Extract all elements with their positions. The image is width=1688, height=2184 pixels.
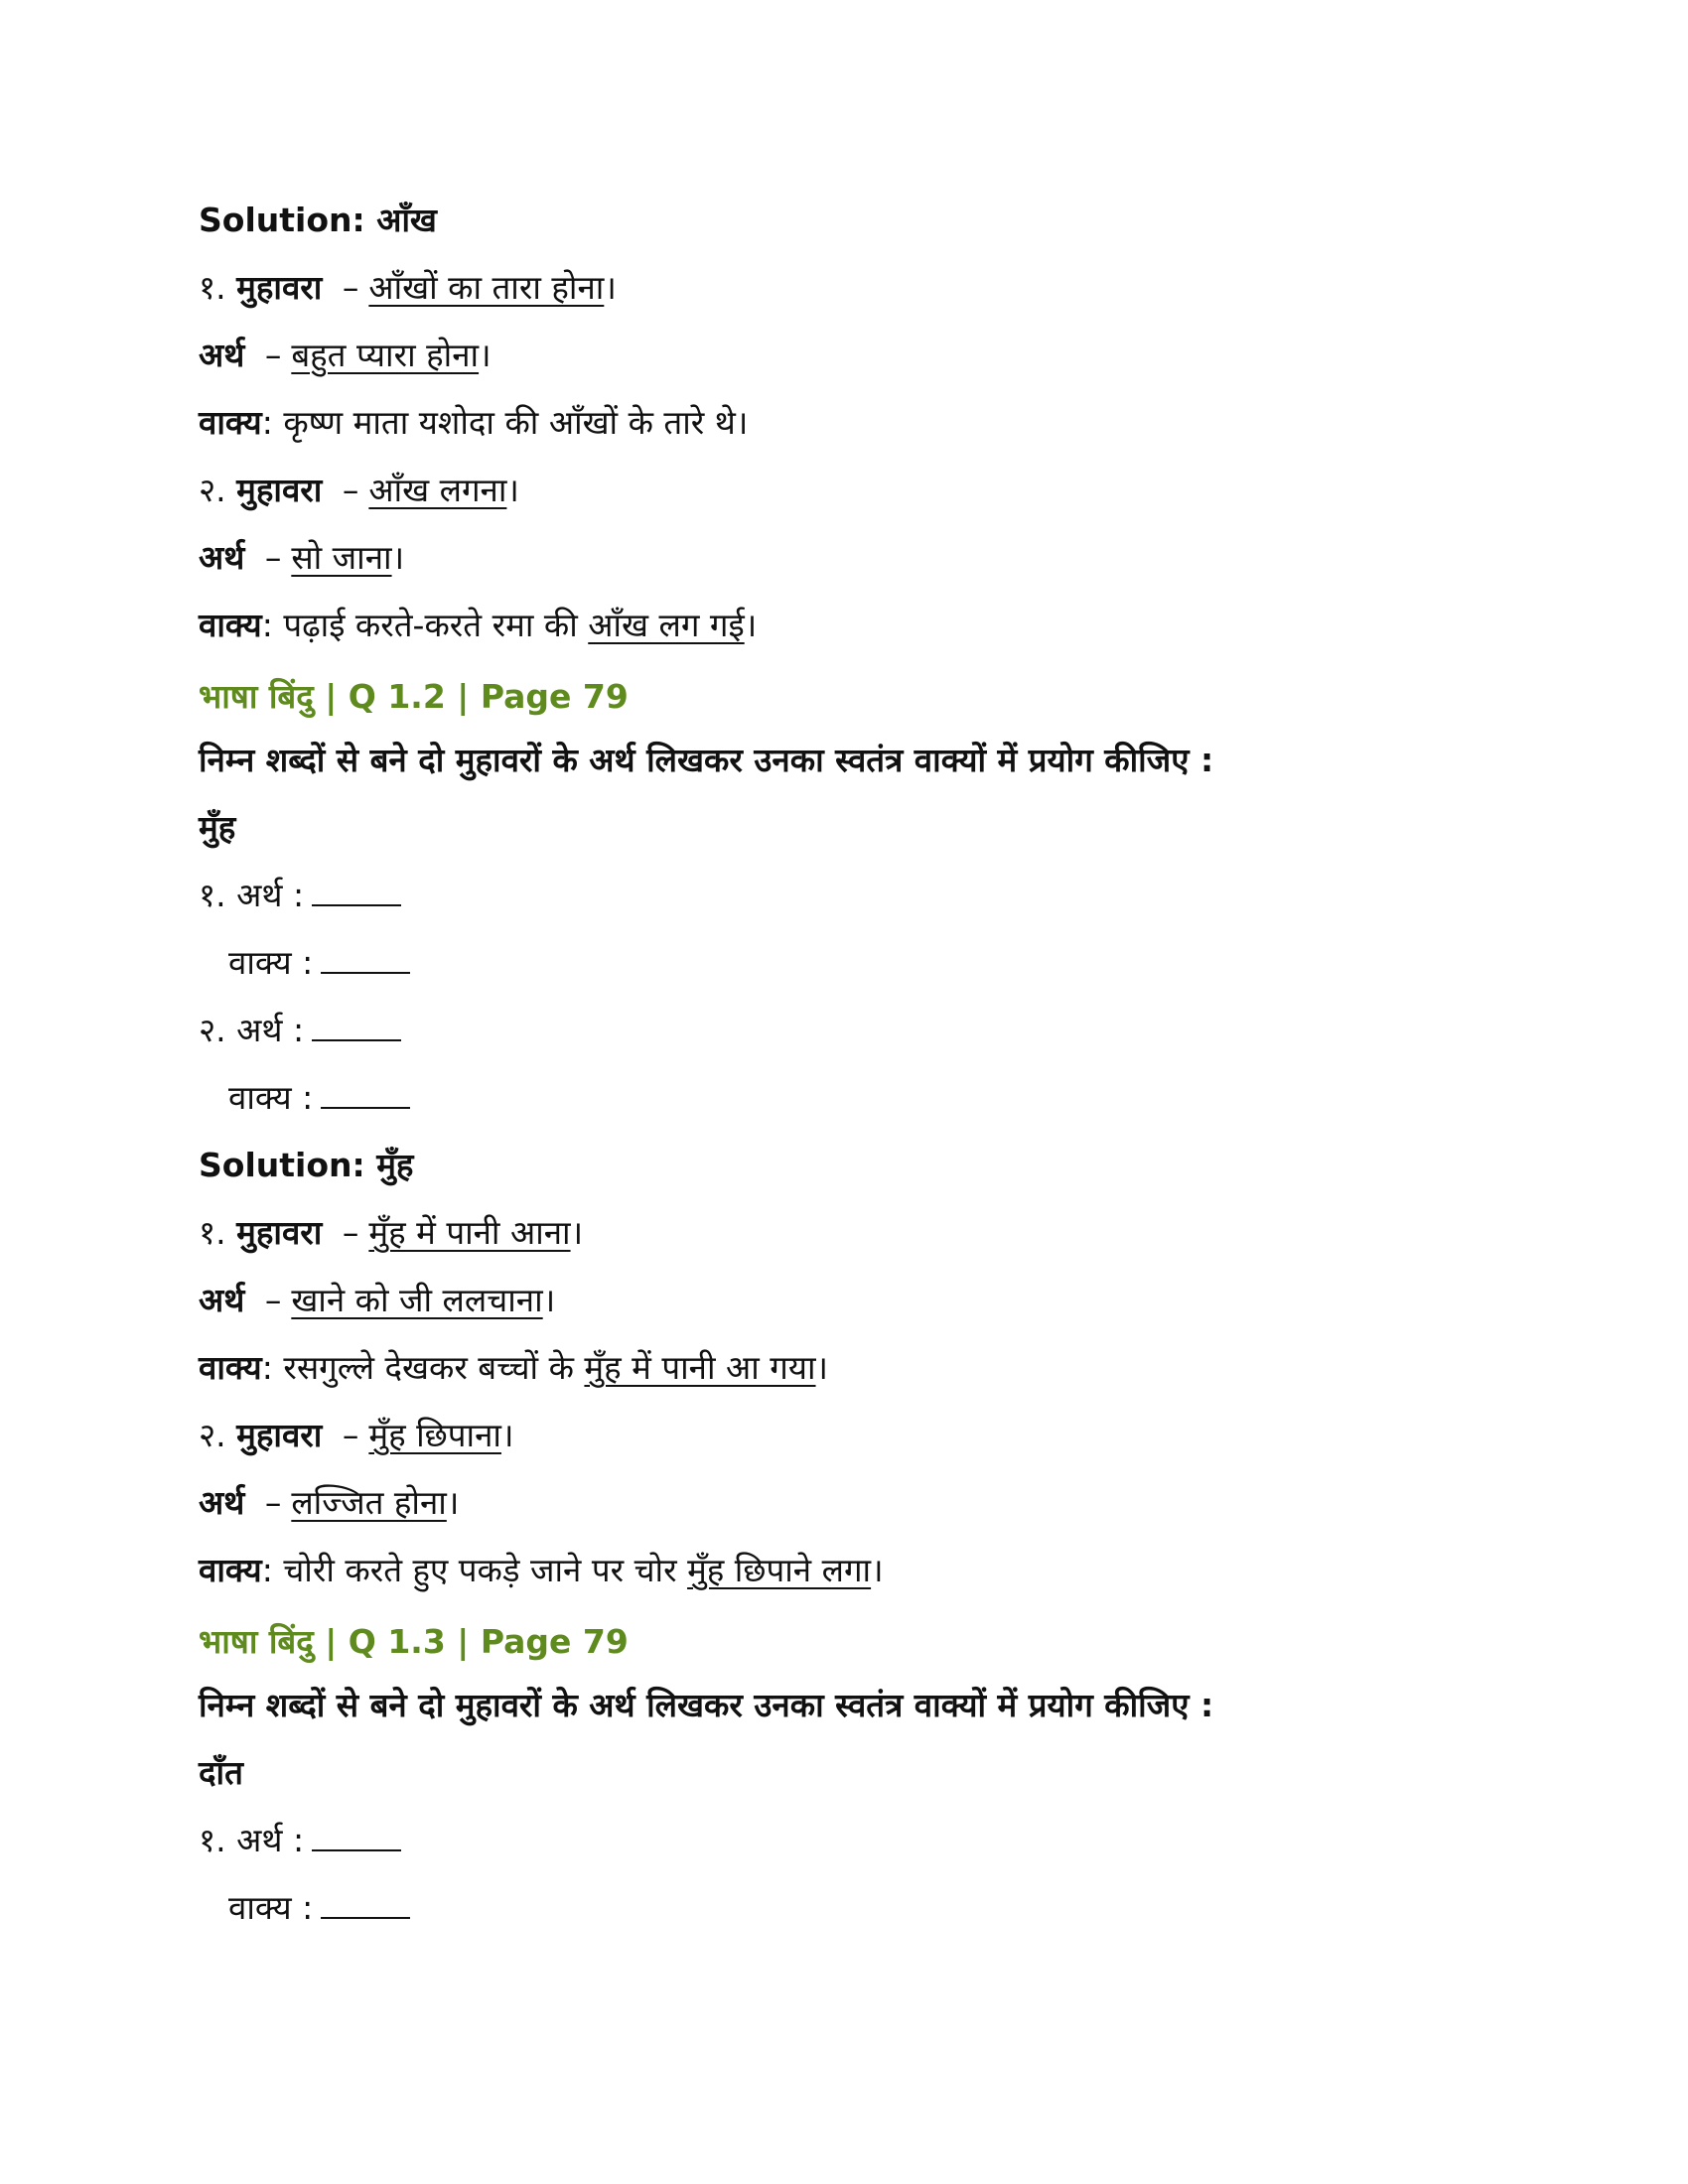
danda: ।	[604, 268, 617, 307]
vakya-label: वाक्य	[199, 403, 262, 442]
prompt-artha	[199, 870, 1489, 937]
answer-blank	[321, 1077, 410, 1109]
artha-text: सो जाना	[291, 538, 392, 577]
artha-label: अर्थ :	[236, 876, 305, 914]
dash: –	[342, 471, 359, 509]
artha-line	[199, 330, 1489, 397]
prompt-vakya	[199, 937, 1489, 1005]
item-number: २.	[199, 1011, 226, 1049]
prompt-artha	[199, 1005, 1489, 1072]
artha-text: बहुत प्यारा होना	[291, 336, 480, 374]
prompt-artha	[199, 1815, 1489, 1882]
document-page	[199, 195, 1489, 1950]
solution-title	[199, 1140, 1489, 1207]
question-text: निम्न शब्दों से बने दो मुहावरों के अर्थ लिखकर उनका स्वतंत्र वाक्यों में प्रयोग कीजिए :	[199, 1686, 1214, 1724]
artha-text: खाने को जी ललचाना	[291, 1281, 543, 1319]
muhavara-label: मुहावरा	[236, 1416, 323, 1454]
item-number: १.	[199, 876, 226, 914]
muhavara-line	[199, 1410, 1489, 1477]
dash: –	[264, 336, 282, 374]
vakya-underlined: आँख लग गई	[588, 606, 745, 644]
muhavara-text: आँखों का तारा होना	[368, 268, 605, 307]
item-number: २.	[199, 471, 226, 509]
muhavara-text: मुँह छिपाना	[368, 1416, 501, 1454]
artha-label: अर्थ	[199, 1483, 245, 1522]
item-number: १.	[199, 1213, 226, 1252]
vakya-text: रसगुल्ले देखकर बच्चों के	[283, 1348, 585, 1387]
vakya-text: पढ़ाई करते-करते रमा की	[283, 606, 589, 644]
question-word: मुँह	[199, 808, 236, 847]
vakya-label: वाक्य :	[228, 943, 314, 982]
solution-label: Solution:	[199, 201, 365, 239]
artha-text: लज्जित होना	[291, 1483, 447, 1522]
muhavara-line	[199, 1207, 1489, 1275]
solution-word: मुँह	[376, 1146, 414, 1184]
item-number: १.	[199, 268, 226, 307]
section-heading: भाषा बिंदु | Q 1.2 | Page 79	[199, 677, 629, 716]
answer-blank	[321, 1887, 410, 1919]
dash: –	[342, 1213, 359, 1252]
danda: ।	[479, 336, 492, 374]
prompt-vakya	[199, 1072, 1489, 1140]
muhavara-line	[199, 465, 1489, 532]
item-number: २.	[199, 1416, 226, 1454]
section-heading: भाषा बिंदु | Q 1.3 | Page 79	[199, 1622, 629, 1661]
vakya-line	[199, 600, 1489, 667]
answer-blank	[312, 1820, 401, 1851]
vakya-label: वाक्य	[199, 1551, 262, 1589]
vakya-label: वाक्य	[199, 1348, 262, 1387]
artha-label: अर्थ :	[236, 1821, 305, 1859]
artha-label: अर्थ :	[236, 1011, 305, 1049]
vakya-text: चोरी करते हुए पकड़े जाने पर चोर	[283, 1551, 688, 1589]
danda: ।	[570, 1213, 584, 1252]
muhavara-text: आँख लगना	[368, 471, 507, 509]
colon: :	[261, 1551, 273, 1589]
danda: ।	[871, 1551, 884, 1589]
colon: :	[261, 403, 273, 442]
vakya-line	[199, 397, 1489, 465]
solution-label: Solution:	[199, 1146, 365, 1184]
colon: :	[261, 606, 273, 644]
artha-label: अर्थ	[199, 336, 245, 374]
item-number: १.	[199, 1821, 226, 1859]
answer-blank	[321, 942, 410, 974]
artha-line	[199, 532, 1489, 600]
vakya-underlined: मुँह में पानी आ गया	[584, 1348, 816, 1387]
dash: –	[342, 1416, 359, 1454]
artha-line	[199, 1275, 1489, 1342]
vakya-label: वाक्य	[199, 606, 262, 644]
danda: ।	[744, 606, 758, 644]
danda: ।	[446, 1483, 460, 1522]
prompt-vakya	[199, 1882, 1489, 1950]
muhavara-text: मुँह में पानी आना	[368, 1213, 571, 1252]
vakya-text: कृष्ण माता यशोदा की आँखों के तारे थे।	[283, 403, 749, 442]
danda: ।	[506, 471, 519, 509]
artha-label: अर्थ	[199, 538, 245, 577]
danda: ।	[542, 1281, 556, 1319]
colon: :	[261, 1348, 273, 1387]
question-text: निम्न शब्दों से बने दो मुहावरों के अर्थ लिखकर उनका स्वतंत्र वाक्यों में प्रयोग कीजिए :	[199, 741, 1214, 779]
artha-line	[199, 1477, 1489, 1545]
vakya-line	[199, 1342, 1489, 1410]
vakya-underlined: मुँह छिपाने लगा	[687, 1551, 872, 1589]
danda: ।	[500, 1416, 514, 1454]
dash: –	[342, 268, 359, 307]
vakya-label: वाक्य :	[228, 1888, 314, 1927]
artha-label: अर्थ	[199, 1281, 245, 1319]
dash: –	[264, 538, 282, 577]
danda: ।	[391, 538, 405, 577]
muhavara-label: मुहावरा	[236, 471, 323, 509]
answer-blank	[312, 1010, 401, 1041]
muhavara-label: मुहावरा	[236, 268, 323, 307]
vakya-label: वाक्य :	[228, 1078, 314, 1117]
dash: –	[264, 1483, 282, 1522]
vakya-line	[199, 1545, 1489, 1612]
dash: –	[264, 1281, 282, 1319]
answer-blank	[312, 875, 401, 906]
solution-title	[199, 195, 1489, 262]
muhavara-line	[199, 262, 1489, 330]
muhavara-label: मुहावरा	[236, 1213, 323, 1252]
danda: ।	[815, 1348, 829, 1387]
solution-word: आँख	[376, 201, 437, 239]
question-word: दाँत	[199, 1753, 243, 1792]
